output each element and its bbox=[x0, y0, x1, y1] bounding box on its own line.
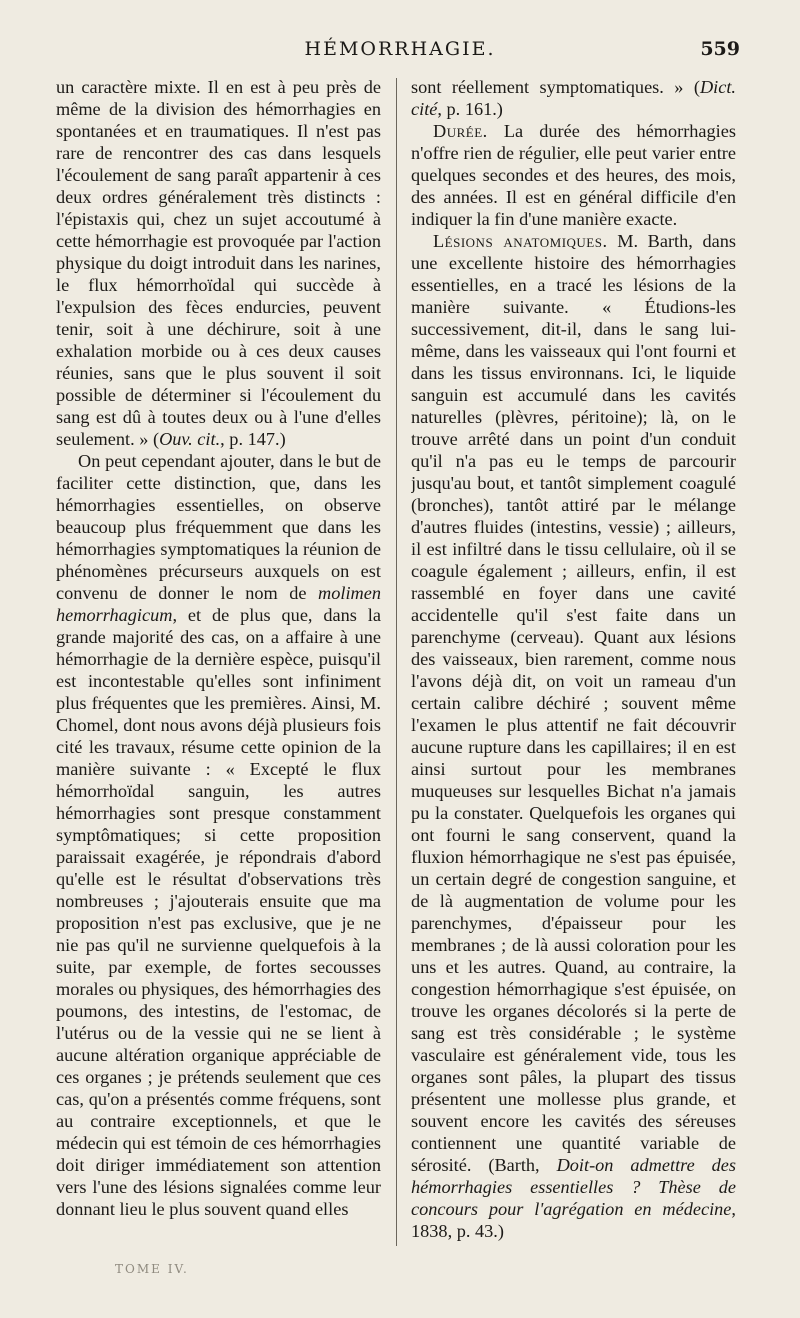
column-divider bbox=[396, 78, 397, 1246]
citation: Doit-on admettre des hémorrhagies essentielles ? Thèse de concours pour l'agrégation en médecine bbox=[411, 1155, 736, 1219]
right-column bbox=[411, 76, 736, 1266]
citation: Dict. cité bbox=[411, 77, 736, 119]
citation: Ouv. cit. bbox=[159, 429, 221, 449]
paragraph: On peut cependant ajouter, dans le but de faciliter cette distinction, que, dans les hémorrhagies essentielles, on observe beaucoup plus fréquemment que dans les hémorrhagies symptomatiques la réunion de phénomènes précurseurs auxquels on est convenu de donner le nom de molimen hemorrhagicum, et de plus que, dans la grande majorité des cas, on a affaire à une hémorrhagie de la dernière espèce, puisqu'il est incontestable qu'elles sont infiniment plus fréquentes que les premières. Ainsi, M. Chomel, dont nous avons déjà plusieurs fois cité les travaux, résume cette opinion de la manière suivante : « Excepté le flux hémorrhoïdal sanguin, les autres hémorrhagies sont presque constamment symptômatiques; si cette proposition paraissait exagérée, je répondrais d'abord qu'elle est le résultat d'observations très nombreuses ; j'ajouterais ensuite que ma proposition n'est pas exclusive, que je ne nie pas qu'il ne survienne quelquefois à la suite, par exemple, de fortes secousses morales ou physiques, des hémorrhagies des poumons, des intestins, de l'estomac, de l'utérus ou de la vessie qui ne se lient à aucune altération organique appréciable de ces organes ; je prétends seulement que ces cas, qu'on a présentés comme fréquens, sont au contraire exceptionnels, et que le médecin qui est témoin de ces hémorrhagies doit diriger immédiatement son attention vers l'une des lésions signalées comme leur donnant lieu le plus souvent quand elles bbox=[56, 451, 381, 1219]
page-header bbox=[56, 38, 744, 66]
paragraph: sont réellement symptomatiques. » (Dict. cité, p. 161.) bbox=[411, 77, 736, 119]
running-title: HÉMORRHAGIE. bbox=[304, 38, 496, 60]
left-column bbox=[56, 76, 381, 1266]
section-heading: Lésions anatomiques. bbox=[433, 231, 608, 251]
text-columns bbox=[56, 76, 736, 1266]
latin-term: molimen hemorrhagicum bbox=[56, 583, 381, 625]
section-heading: Durée. bbox=[433, 121, 488, 141]
paragraph: un caractère mixte. Il en est à peu près de même de la division des hémorrhagies en spontanées et en traumatiques. Il n'est pas rare de rencontrer des cas dans lesquels l'écoulement de sang paraît appartenir à ces deux ordres généralement très distincts : l'épistaxis qui, chez un sujet accoutumé à cette hémorrhagie est provoquée par l'action physique du doigt introduit dans les narines, le flux hémorrhoïdal qui succède à l'expulsion des fèces endurcies, peuvent tenir, soit à une déchirure, soit à une exhalation morbide ou à ces deux causes réunies, sans que le plus souvent il soit possible de déterminer si l'écoulement du sang est dû à toutes deux ou à l'une d'elles seulement. » (Ouv. cit., p. 147.) bbox=[56, 77, 381, 449]
section-lesions: Lésions anatomiques. M. Barth, dans une excellente histoire des hémorrhagies essentielles, en a tracé les lésions de la manière suivante. « Étudions-les successivement, dit-il, dans le sang lui-même, dans les vaisseaux qui l'ont fourni et dans les tissus environnans. Ici, le liquide sanguin est accumulé dans les cavités naturelles (plèvres, péritoine); là, on le trouve arrêté dans un point d'un conduit qu'il n'a pas eu le temps de parcourir jusqu'au bout, et tantôt simplement coagulé (bronches), tantôt attiré par le mélange d'autres fluides (intestins, vessie) ; ailleurs, il est infiltré dans le tissu cellulaire, où il se coagule également ; ailleurs, enfin, il est rassemblé en foyer dans une cavité accidentelle qu'il s'est faite dans un parenchyme (cerveau). Quant aux lésions des vaisseaux, bien rarement, comme nous l'avons déjà dit, on voit un rameau d'un certain calibre déchiré ; souvent même l'examen le plus attentif ne fait découvrir aucune rupture dans les capillaires; il en est ainsi surtout pour les membranes muqueuses sur lesquelles Bichat n'a jamais pu la constater. Quelquefois les organes qui ont fourni le sang conservent, quand la fluxion hémorrhagique ne s'est pas épuisée, un certain degré de congestion sanguine, et de là augmentation de volume pour les parenchymes, d'épaisseur pour les membranes ; de là aussi coloration pour les uns et les autres. Quand, au contraire, la congestion hémorrhagique s'est épuisée, on trouve les organes décolorés si la perte de sang est très considérable ; le système vasculaire est généralement vide, tous les organes sont pâles, la plupart des tissus présentent une mollesse plus grande, et souvent encore les cavités des séreuses contiennent une quantité variable de sérosité. (Barth, Doit-on admettre des hémorrhagies essentielles ? Thèse de concours pour l'agrégation en médecine, 1838, p. 43.) bbox=[411, 231, 736, 1241]
page-number: 559 bbox=[700, 38, 740, 60]
section-duree: Durée. La durée des hémorrhagies n'offre rien de régulier, elle peut varier entre quelques secondes et des heures, des mois, des années. Il est en général difficile d'en indiquer la fin d'une manière exacte. bbox=[411, 121, 736, 229]
sheet-signature: TOME IV. bbox=[115, 1262, 189, 1276]
